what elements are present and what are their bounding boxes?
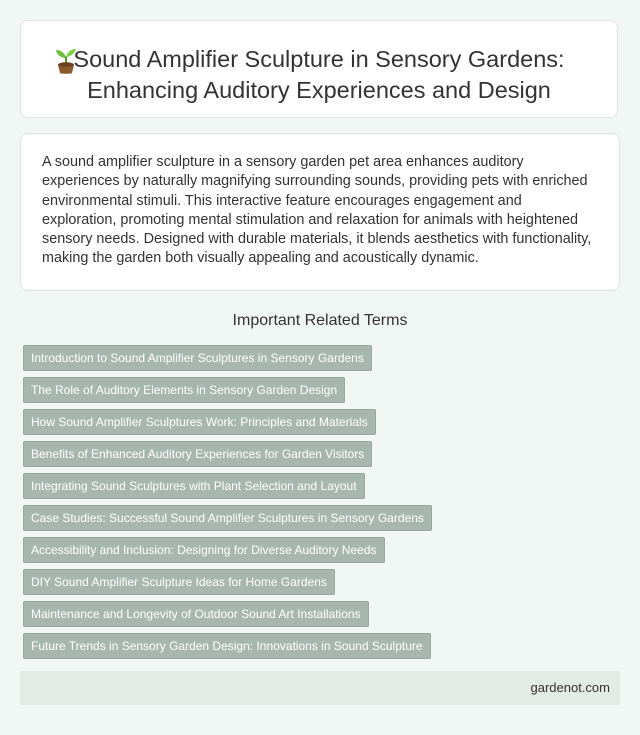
list-item <box>23 537 432 569</box>
related-term-tag[interactable]: Introduction to Sound Amplifier Sculptures in Sensory Gardens <box>23 345 372 371</box>
list-item <box>23 633 432 665</box>
title-card <box>20 20 618 118</box>
footer-site-link[interactable]: gardenot.com <box>530 680 610 695</box>
related-term-tag[interactable]: DIY Sound Amplifier Sculpture Ideas for Home Gardens <box>23 569 335 595</box>
related-term-tag[interactable]: Case Studies: Successful Sound Amplifier Sculptures in Sensory Gardens <box>23 505 432 531</box>
list-item <box>23 377 432 409</box>
footer <box>20 671 620 705</box>
description-card <box>20 133 620 291</box>
list-item <box>23 601 432 633</box>
related-term-tag[interactable]: Accessibility and Inclusion: Designing for Diverse Auditory Needs <box>23 537 385 563</box>
related-term-tag[interactable]: How Sound Amplifier Sculptures Work: Principles and Materials <box>23 409 376 435</box>
list-item <box>23 473 432 505</box>
related-term-tag[interactable]: Integrating Sound Sculptures with Plant Selection and Layout <box>23 473 365 499</box>
list-item <box>23 505 432 537</box>
related-term-tag[interactable]: Future Trends in Sensory Garden Design: Innovations in Sound Sculpture <box>23 633 431 659</box>
related-terms-heading: Important Related Terms <box>232 312 408 329</box>
description-text: A sound amplifier sculpture in a sensory garden pet area enhances auditory experiences by naturally magnifying surrounding sounds, providing pets with enriched environmental stimuli. This interactive feature encourages engagement and exploration, promoting mental stimulation and relaxation for animals with heightened sensory needs. Designed with durable materials, it blends aesthetics with functionality, making the garden both visually appealing and acoustically dynamic. <box>42 154 592 267</box>
list-item <box>23 441 432 473</box>
related-term-tag[interactable]: Maintenance and Longevity of Outdoor Sound Art Installations <box>23 601 369 627</box>
list-item <box>23 409 432 441</box>
page-title: Sound Amplifier Sculpture in Sensory Gardens: Enhancing Auditory Experiences and Design <box>73 46 565 103</box>
related-term-tag[interactable]: The Role of Auditory Elements in Sensory Garden Design <box>23 377 345 403</box>
list-item <box>23 569 432 601</box>
list-item <box>23 345 432 377</box>
related-term-tag[interactable]: Benefits of Enhanced Auditory Experiences for Garden Visitors <box>23 441 372 467</box>
related-terms-list <box>23 345 432 665</box>
